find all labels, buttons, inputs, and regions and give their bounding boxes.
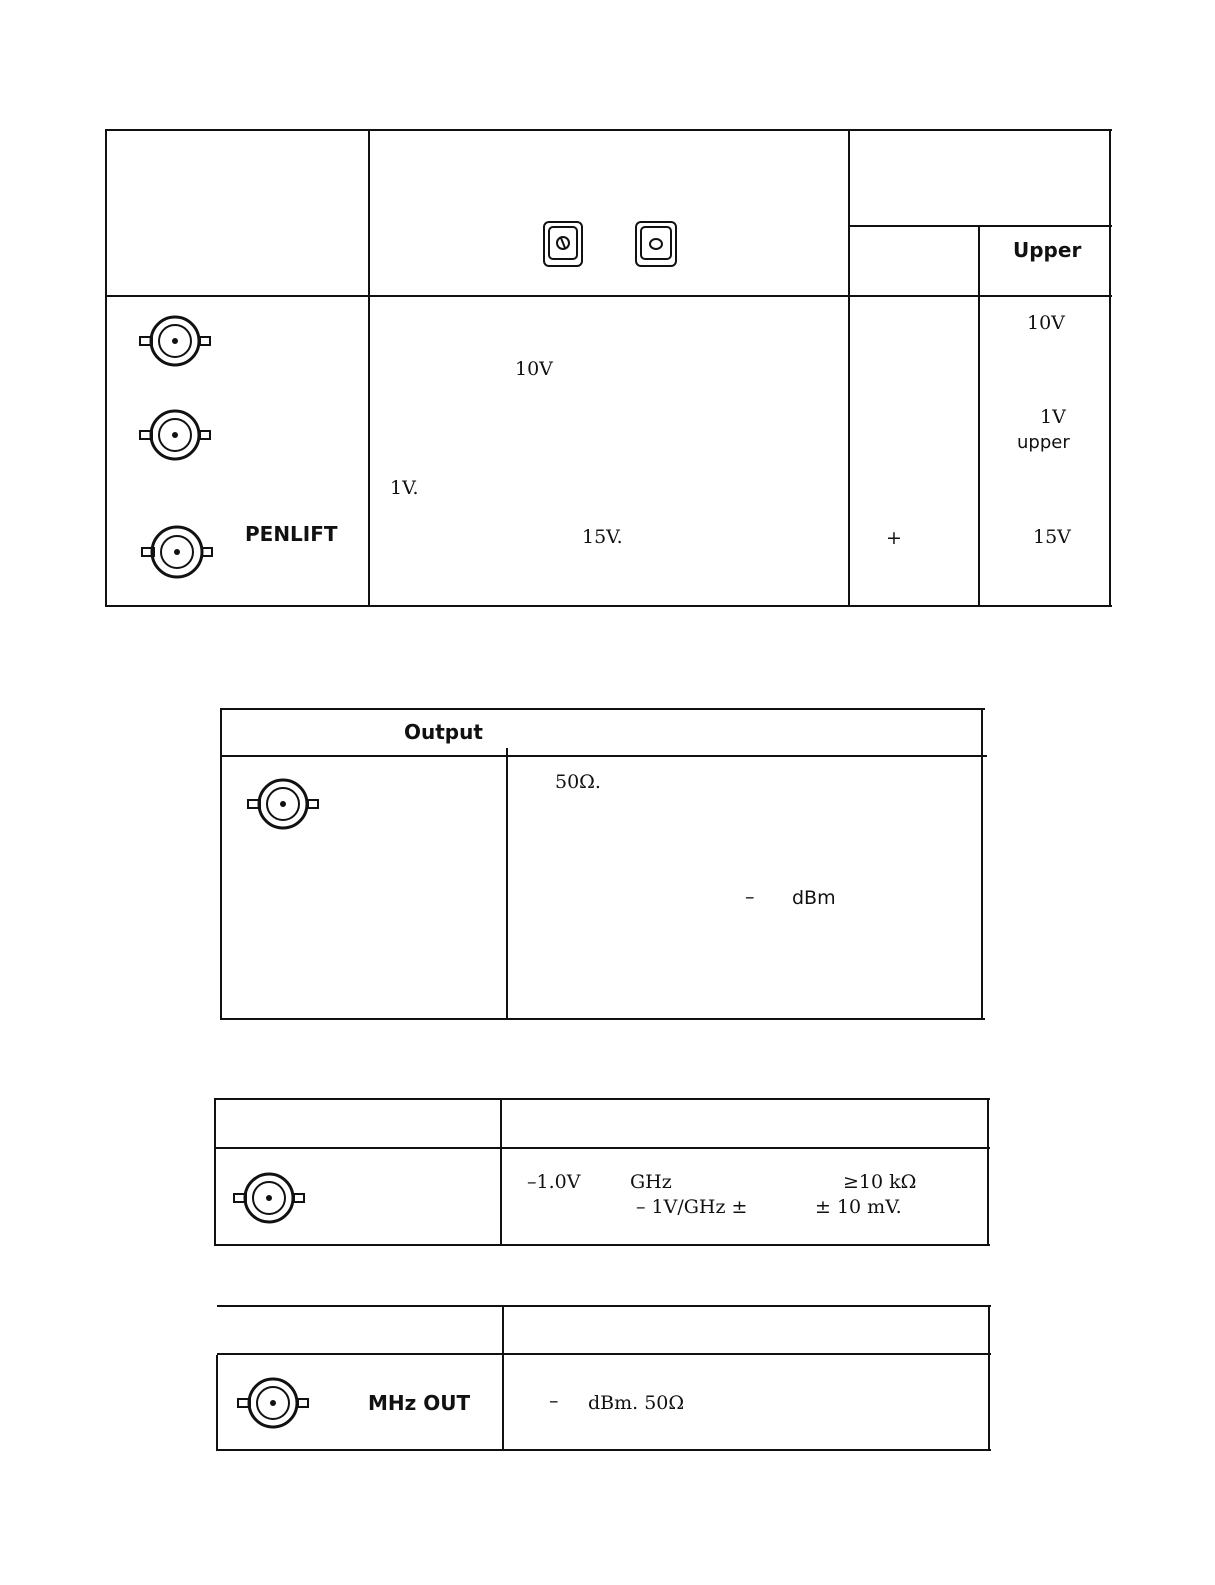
row1-upper: 10V (1027, 312, 1065, 334)
table2-unit: dBm (792, 887, 836, 909)
row2-description: 1V. (390, 477, 419, 499)
table4-label: MHz OUT (368, 1391, 471, 1415)
table3-impedance: ≥10 kΩ (843, 1171, 917, 1193)
table3-offset: ± 10 mV. (815, 1196, 902, 1218)
row1-description: 10V (515, 358, 553, 380)
row3-upper: 15V (1033, 526, 1071, 548)
row2-upper: 1V (1040, 406, 1066, 428)
table4-minus: – (549, 1390, 559, 1412)
table4-description: dBm. 50Ω (588, 1392, 685, 1414)
table2-minus: – (745, 886, 755, 908)
table3-voltage: –1.0V (527, 1171, 581, 1193)
bnc-connector-icon (232, 1169, 312, 1229)
sweep-mode-button-icon (542, 220, 586, 268)
row3-description: 15V. (582, 526, 623, 548)
sweep-mode-button-icon (634, 220, 678, 268)
table3-scale: – 1V/GHz ± (636, 1196, 748, 1218)
bnc-connector-icon (138, 406, 218, 466)
table3-ghz: GHz (630, 1171, 672, 1193)
bnc-connector-icon (138, 312, 218, 372)
table2-header-output: Output (404, 720, 483, 744)
column-header-upper: Upper (1013, 238, 1082, 262)
row3-label: PENLIFT (245, 522, 338, 546)
row2-upper-note: upper (1017, 432, 1070, 453)
table2-impedance: 50Ω. (555, 771, 601, 793)
bnc-connector-icon (140, 523, 220, 583)
row3-lower: + (886, 527, 902, 549)
bnc-connector-icon (236, 1374, 316, 1434)
bnc-connector-icon (246, 775, 326, 835)
